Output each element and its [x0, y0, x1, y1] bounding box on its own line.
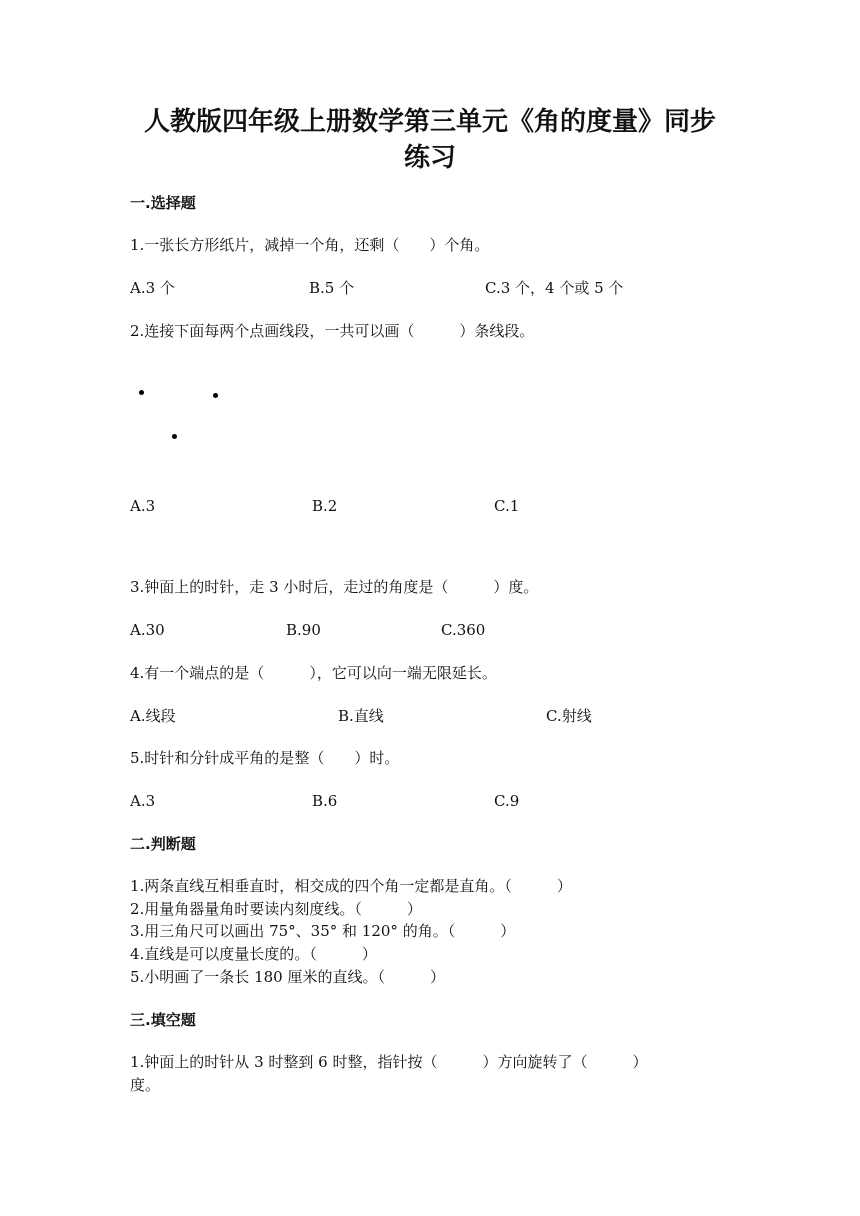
section-heading-fill: 三.填空题 [130, 1011, 196, 1029]
judge-item-1: 1.两条直线互相垂直时，相交成的四个角一定都是直角。（ ） [130, 877, 572, 895]
page-title-line-1: 人教版四年级上册数学第三单元《角的度量》同步 [143, 107, 716, 137]
question-4-option-a: A.线段 [130, 707, 176, 725]
point-dot [139, 390, 144, 395]
question-3-option-c: C.360 [441, 621, 486, 639]
question-4-option-b: B.直线 [338, 707, 384, 725]
section-heading-judge: 二.判断题 [130, 835, 196, 853]
judge-item-2: 2.用量角器量角时要读内刻度线。（ ） [130, 900, 422, 918]
judge-item-3: 3.用三角尺可以画出 75°、35° 和 120° 的角。（ ） [130, 922, 516, 940]
judge-item-5: 5.小明画了一条长 180 厘米的直线。（ ） [130, 968, 445, 986]
question-2-option-c: C.1 [494, 497, 520, 515]
point-dot [172, 434, 177, 439]
question-1-text: 1.一张长方形纸片，减掉一个角，还剩（ ）个角。 [130, 236, 490, 254]
question-4-text: 4.有一个端点的是（ ），它可以向一端无限延长。 [130, 664, 497, 682]
question-5-text: 5.时针和分针成平角的是整（ ）时。 [130, 749, 400, 767]
question-1-option-a: A.3 个 [130, 279, 175, 297]
fill-question-1-line-2: 度。 [130, 1076, 161, 1094]
question-2-option-b: B.2 [312, 497, 338, 515]
question-5-option-a: A.3 [130, 792, 156, 810]
judge-item-4: 4.直线是可以度量长度的。（ ） [130, 945, 377, 963]
question-5-option-b: B.6 [312, 792, 338, 810]
question-1-option-b: B.5 个 [309, 279, 355, 297]
question-1-option-c: C.3 个，4 个或 5 个 [485, 279, 624, 297]
question-5-option-c: C.9 [494, 792, 520, 810]
question-3-text: 3.钟面上的时针，走 3 小时后，走过的角度是（ ）度。 [130, 578, 539, 596]
page-title-line-2: 练习 [403, 143, 456, 173]
question-3-option-b: B.90 [286, 621, 321, 639]
point-dot [213, 393, 218, 398]
section-heading-choice: 一.选择题 [130, 194, 196, 212]
question-4-option-c: C.射线 [546, 707, 592, 725]
question-3-option-a: A.30 [130, 621, 165, 639]
question-2-option-a: A.3 [130, 497, 156, 515]
question-2-text: 2.连接下面每两个点画线段，一共可以画（ ）条线段。 [130, 322, 535, 340]
fill-question-1-line-1: 1.钟面上的时针从 3 时整到 6 时整，指针按（ ）方向旋转了（ ） [130, 1053, 648, 1071]
